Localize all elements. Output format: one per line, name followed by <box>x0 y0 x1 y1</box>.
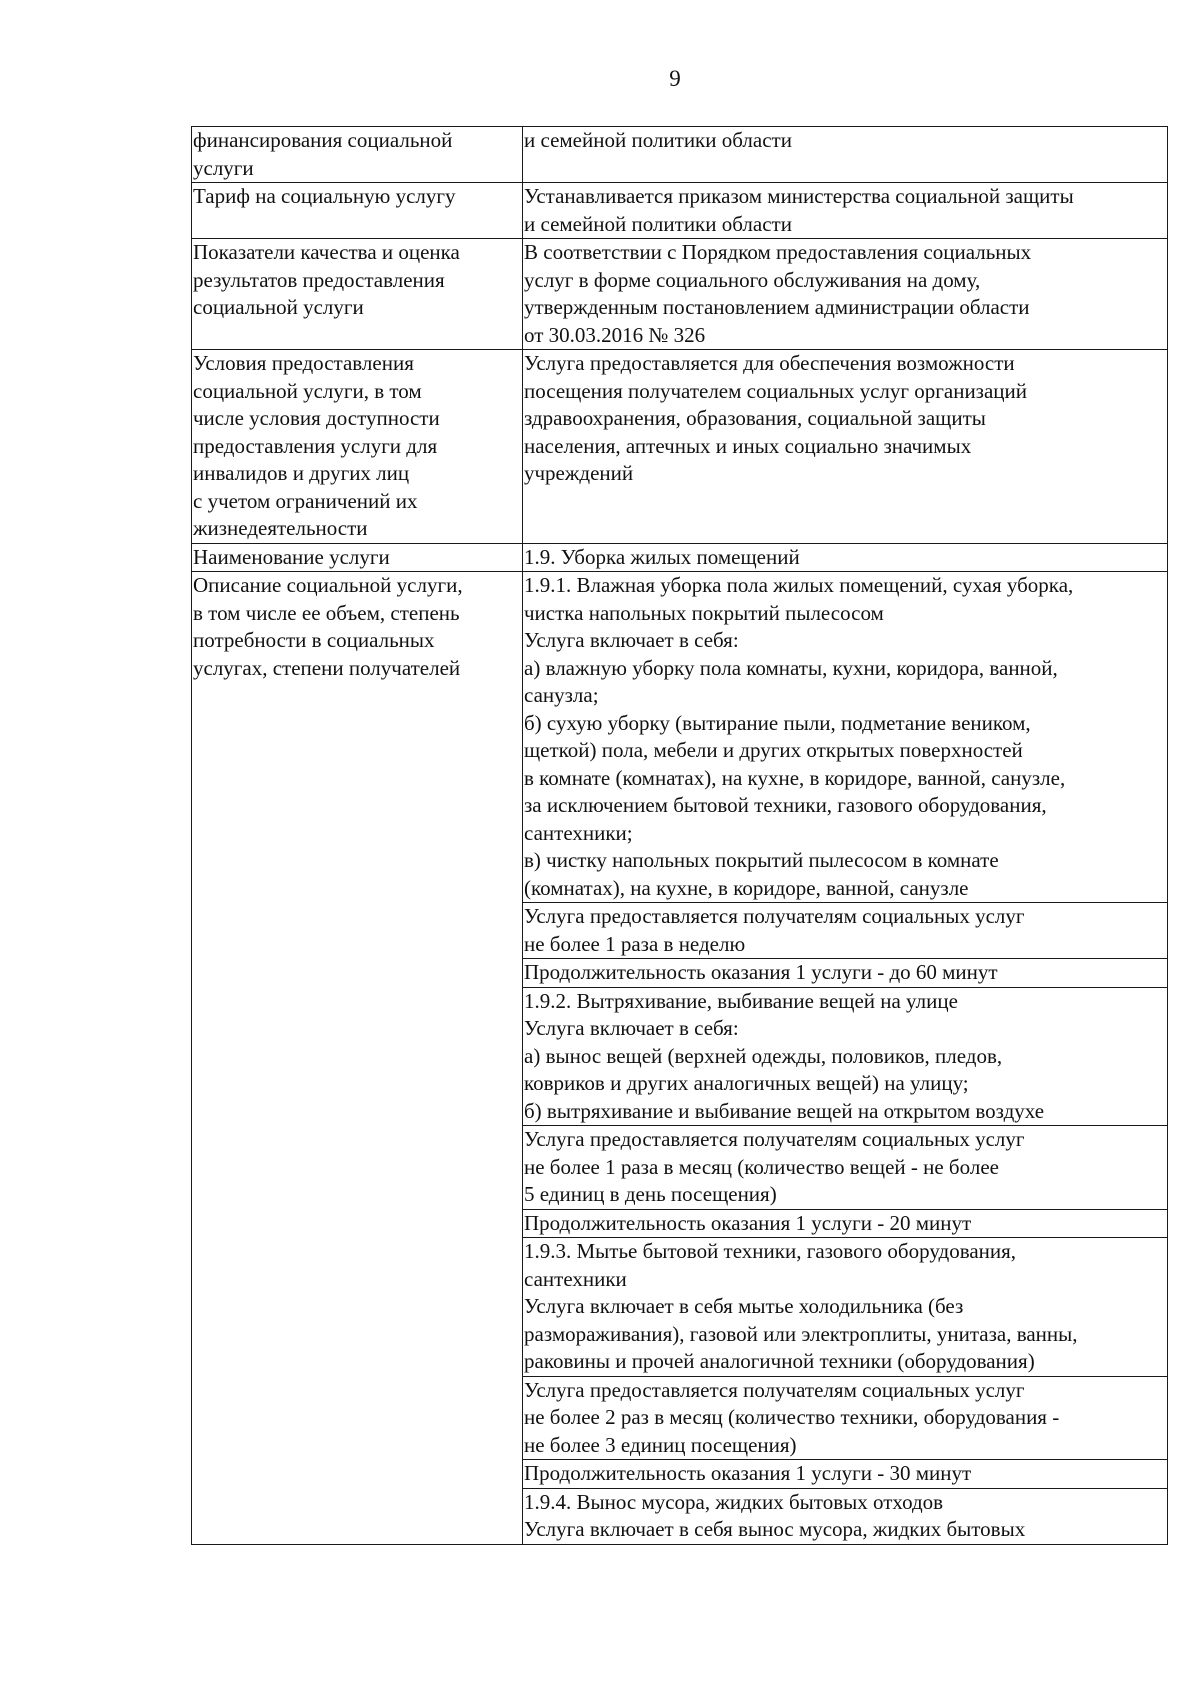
table-row <box>192 572 1168 903</box>
row-value-funding: и семейной политики области <box>523 127 1168 183</box>
row-label-quality: Показатели качества и оценка результатов предоставления социальной услуги <box>192 239 523 350</box>
row-label-tariff: Тариф на социальную услугу <box>192 183 523 239</box>
table-row <box>192 183 1168 239</box>
description-cell: Продолжительность оказания 1 услуги - 30 минут <box>523 1460 1168 1489</box>
row-label-service-name: Наименование услуги <box>192 543 523 572</box>
service-table <box>191 126 1168 1545</box>
table-row <box>192 350 1168 544</box>
description-label: Описание социальной услуги, в том числе ее объем, степень потребности в социальных услугах, степени получателей <box>192 572 523 1545</box>
row-label-conditions: Условия предоставления социальной услуги, в том числе условия доступности предоставления услуги для инвалидов и других лиц с учетом ограничений их жизнедеятельности <box>192 350 523 544</box>
table-row <box>192 127 1168 183</box>
description-cell: Услуга предоставляется получателям социальных услуг не более 1 раза в неделю <box>523 903 1168 959</box>
description-cell: Услуга предоставляется получателям социальных услуг не более 1 раза в месяц (количество вещей - не более 5 единиц в день посещения) <box>523 1126 1168 1210</box>
description-cell: 1.9.2. Вытряхивание, выбивание вещей на улице Услуга включает в себя: а) вынос вещей (верхней одежды, половиков, пледов, ковриков и других аналогичных вещей) на улицу; б) вытряхивание и выбивание вещей на открытом воздухе <box>523 987 1168 1126</box>
description-cell: 1.9.4. Вынос мусора, жидких бытовых отходов Услуга включает в себя вынос мусора, жидких бытовых <box>523 1488 1168 1544</box>
table-row <box>192 239 1168 350</box>
row-value-conditions: Услуга предоставляется для обеспечения возможности посещения получателем социальных услуг организаций здравоохранения, образования, социальной защиты населения, аптечных и иных социально значимых учреждений <box>523 350 1168 544</box>
description-cell: 1.9.1. Влажная уборка пола жилых помещений, сухая уборка, чистка напольных покрытий пылесосом Услуга включает в себя: а) влажную уборку пола комнаты, кухни, коридора, ванной, санузла; б) сухую уборку (вытирание пыли, подметание веником, щеткой) пола, мебели и других открытых поверхностей в комнате (комнатах), на кухне, в коридоре, ванной, санузле, за исключением бытовой техники, газового оборудования, сантехники; в) чистку напольных покрытий пылесосом в комнате (комнатах), на кухне, в коридоре, ванной, санузле <box>523 572 1168 903</box>
row-label-funding: финансирования социальной услуги <box>192 127 523 183</box>
table-row <box>192 543 1168 572</box>
description-cell: Продолжительность оказания 1 услуги - до 60 минут <box>523 959 1168 988</box>
description-cell: 1.9.3. Мытье бытовой техники, газового оборудования, сантехники Услуга включает в себя мытье холодильника (без размораживания), газовой или электроплиты, унитаза, ванны, раковины и прочей аналогичной техники (оборудования) <box>523 1238 1168 1377</box>
row-value-service-name: 1.9. Уборка жилых помещений <box>523 543 1168 572</box>
page-number: 9 <box>669 66 681 91</box>
description-cell: Продолжительность оказания 1 услуги - 20 минут <box>523 1209 1168 1238</box>
row-value-quality: В соответствии с Порядком предоставления социальных услуг в форме социального обслуживания на дому, утвержденным постановлением администрации области от 30.03.2016 № 326 <box>523 239 1168 350</box>
row-value-tariff: Устанавливается приказом министерства социальной защиты и семейной политики области <box>523 183 1168 239</box>
description-cell: Услуга предоставляется получателям социальных услуг не более 2 раз в месяц (количество техники, оборудования - не более 3 единиц посещения) <box>523 1376 1168 1460</box>
